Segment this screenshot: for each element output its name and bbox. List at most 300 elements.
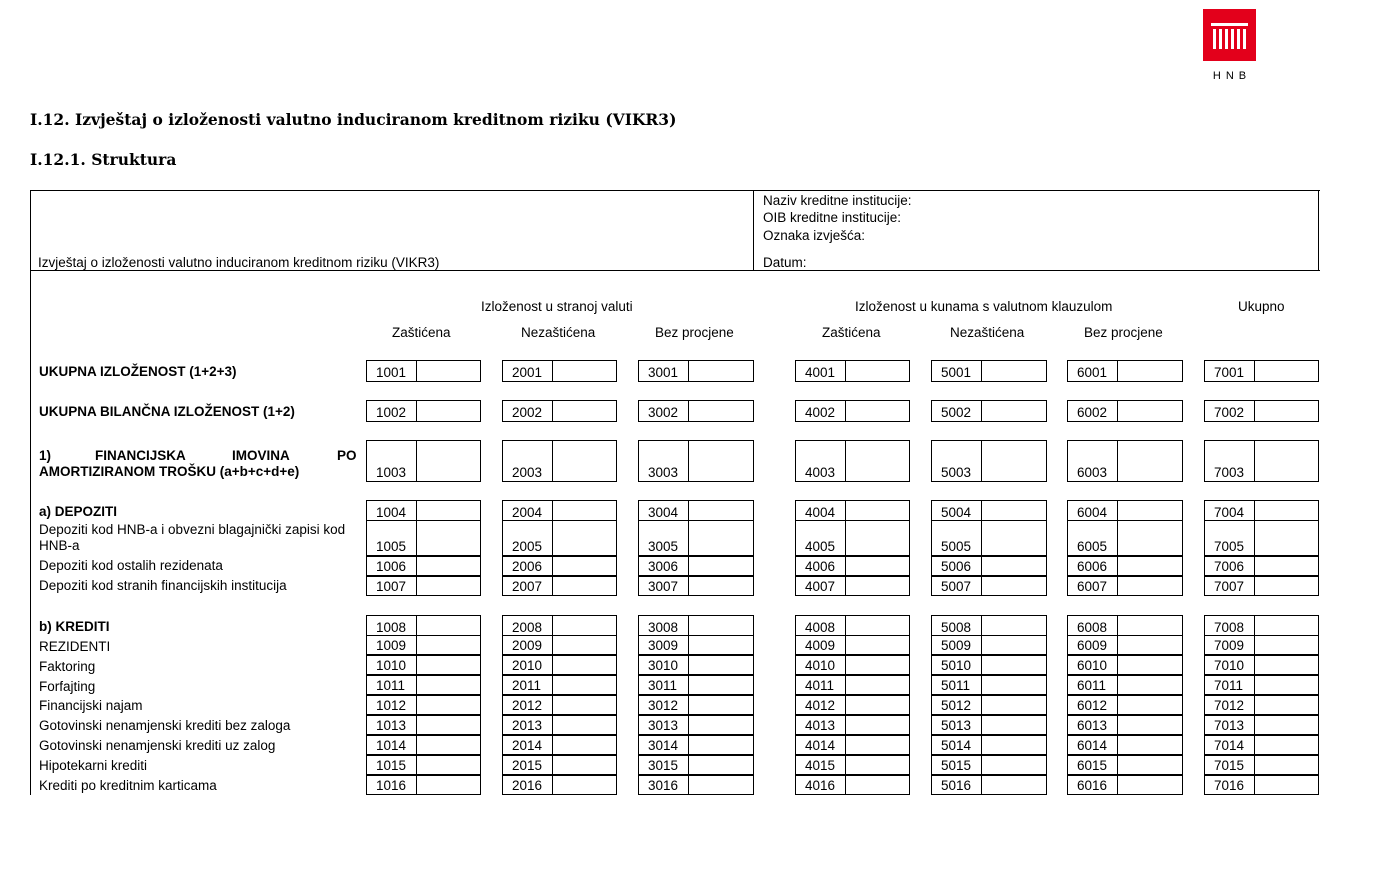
cell-divider xyxy=(1254,776,1255,794)
input-cell-2012[interactable] xyxy=(502,695,617,715)
cell-code: 7003 xyxy=(1214,465,1245,480)
cell-divider xyxy=(981,441,982,481)
cell-code: 4015 xyxy=(805,758,836,773)
input-cell-6007[interactable] xyxy=(1067,576,1183,596)
input-cell-7002[interactable] xyxy=(1204,400,1319,422)
input-cell-6001[interactable] xyxy=(1067,360,1183,382)
input-cell-5007[interactable] xyxy=(931,576,1047,596)
cell-code: 1006 xyxy=(376,559,407,574)
cell-divider xyxy=(1117,676,1118,694)
cell-divider xyxy=(981,776,982,794)
input-cell-5016[interactable] xyxy=(931,775,1047,795)
input-cell-1016[interactable] xyxy=(366,775,481,795)
input-cell-6015[interactable] xyxy=(1067,755,1183,775)
input-cell-4010[interactable] xyxy=(795,655,910,675)
cell-code: 1007 xyxy=(376,579,407,594)
input-cell-3016[interactable] xyxy=(638,775,754,795)
cell-code: 4002 xyxy=(805,405,836,420)
input-cell-3001[interactable] xyxy=(638,360,754,382)
input-cell-5004[interactable] xyxy=(931,500,1047,522)
cell-code: 1016 xyxy=(376,778,407,793)
cell-divider xyxy=(1117,636,1118,654)
cell-code: 1012 xyxy=(376,698,407,713)
cell-code: 5004 xyxy=(941,505,972,520)
cell-code: 7009 xyxy=(1214,638,1245,653)
input-cell-2004[interactable] xyxy=(502,500,617,522)
cell-divider xyxy=(981,401,982,421)
cell-divider xyxy=(1117,441,1118,481)
cell-code: 6011 xyxy=(1077,678,1107,693)
header-right-line xyxy=(1318,190,1319,271)
row-label: b) KREDITI xyxy=(39,619,110,634)
cell-code: 7006 xyxy=(1214,559,1245,574)
cell-code: 2010 xyxy=(512,658,543,673)
input-cell-2011[interactable] xyxy=(502,675,617,695)
cell-divider xyxy=(981,656,982,674)
cell-code: 2009 xyxy=(512,638,543,653)
input-cell-6003[interactable] xyxy=(1067,440,1183,482)
cell-code: 5005 xyxy=(941,539,972,554)
cell-code: 2011 xyxy=(512,678,542,693)
cell-code: 6005 xyxy=(1077,539,1108,554)
cell-divider xyxy=(981,521,982,555)
input-cell-7012[interactable] xyxy=(1204,695,1319,715)
cell-code: 3009 xyxy=(648,638,679,653)
cell-divider xyxy=(416,616,417,636)
cell-code: 6009 xyxy=(1077,638,1108,653)
cell-code: 7015 xyxy=(1214,758,1245,773)
input-cell-3011[interactable] xyxy=(638,675,754,695)
cell-code: 3012 xyxy=(648,698,679,713)
field-date: Datum: xyxy=(763,255,807,270)
row-label: Depoziti kod stranih financijskih institucija xyxy=(39,578,287,593)
cell-code: 5016 xyxy=(941,778,972,793)
input-cell-5015[interactable] xyxy=(931,755,1047,775)
input-cell-3005[interactable] xyxy=(638,520,754,556)
input-cell-3009[interactable] xyxy=(638,635,754,655)
input-cell-5009[interactable] xyxy=(931,635,1047,655)
input-cell-2010[interactable] xyxy=(502,655,617,675)
cell-divider xyxy=(552,577,553,595)
input-cell-1008[interactable] xyxy=(366,615,481,637)
cell-code: 7005 xyxy=(1214,539,1245,554)
input-cell-7007[interactable] xyxy=(1204,576,1319,596)
cell-code: 2008 xyxy=(512,620,543,635)
cell-divider xyxy=(1117,557,1118,575)
input-cell-7009[interactable] xyxy=(1204,635,1319,655)
cell-code: 4013 xyxy=(805,718,836,733)
cell-code: 1015 xyxy=(376,758,407,773)
row-label: IMOVINA xyxy=(232,448,290,463)
cell-divider xyxy=(845,676,846,694)
cell-code: 1004 xyxy=(376,505,407,520)
input-cell-7016[interactable] xyxy=(1204,775,1319,795)
cell-code: 2014 xyxy=(512,738,543,753)
cell-divider xyxy=(1254,736,1255,754)
cell-code: 6004 xyxy=(1077,505,1108,520)
cell-divider xyxy=(981,716,982,734)
cell-code: 4012 xyxy=(805,698,836,713)
cell-divider xyxy=(552,636,553,654)
cell-divider xyxy=(1254,656,1255,674)
input-cell-3013[interactable] xyxy=(638,715,754,735)
cell-divider xyxy=(845,736,846,754)
input-cell-3010[interactable] xyxy=(638,655,754,675)
row-label: Depoziti kod HNB-a i obvezni blagajnički zapisi kod xyxy=(39,522,346,537)
input-cell-4002[interactable] xyxy=(795,400,910,422)
input-cell-6004[interactable] xyxy=(1067,500,1183,522)
input-cell-4005[interactable] xyxy=(795,520,910,556)
cell-code: 2016 xyxy=(512,778,543,793)
input-cell-3015[interactable] xyxy=(638,755,754,775)
cell-code: 3002 xyxy=(648,405,679,420)
cell-divider xyxy=(552,401,553,421)
report-name: Izvještaj o izloženosti valutno induciranom kreditnom riziku (VIKR3) xyxy=(38,255,440,270)
cell-code: 7007 xyxy=(1214,579,1245,594)
input-cell-4012[interactable] xyxy=(795,695,910,715)
cell-divider xyxy=(1117,696,1118,714)
cell-code: 4007 xyxy=(805,579,836,594)
input-cell-5010[interactable] xyxy=(931,655,1047,675)
input-cell-7010[interactable] xyxy=(1204,655,1319,675)
cell-code: 1010 xyxy=(376,658,407,673)
input-cell-4014[interactable] xyxy=(795,735,910,755)
cell-divider xyxy=(1117,656,1118,674)
col-header-hedged: Zaštićena xyxy=(822,325,881,340)
row-label: 1) xyxy=(39,448,52,463)
cell-divider xyxy=(1254,676,1255,694)
input-cell-6006[interactable] xyxy=(1067,556,1183,576)
cell-code: 2001 xyxy=(512,365,543,380)
input-cell-2013[interactable] xyxy=(502,715,617,735)
input-cell-5012[interactable] xyxy=(931,695,1047,715)
cell-divider xyxy=(845,557,846,575)
cell-divider xyxy=(688,501,689,521)
cell-divider xyxy=(552,776,553,794)
cell-code: 4011 xyxy=(805,678,835,693)
cell-divider xyxy=(416,557,417,575)
input-cell-1014[interactable] xyxy=(366,735,481,755)
cell-code: 6003 xyxy=(1077,465,1108,480)
input-cell-2006[interactable] xyxy=(502,556,617,576)
input-cell-1007[interactable] xyxy=(366,576,481,596)
input-cell-6005[interactable] xyxy=(1067,520,1183,556)
input-cell-1009[interactable] xyxy=(366,635,481,655)
cell-code: 4014 xyxy=(805,738,836,753)
input-cell-7006[interactable] xyxy=(1204,556,1319,576)
cell-code: 1014 xyxy=(376,738,407,753)
input-cell-6008[interactable] xyxy=(1067,615,1183,637)
input-cell-4016[interactable] xyxy=(795,775,910,795)
cell-divider xyxy=(416,361,417,381)
cell-divider xyxy=(1254,756,1255,774)
input-cell-7001[interactable] xyxy=(1204,360,1319,382)
input-cell-7015[interactable] xyxy=(1204,755,1319,775)
cell-code: 7010 xyxy=(1214,658,1245,673)
group-kuna-clause: Izloženost u kunama s valutnom klauzulom xyxy=(855,299,1113,314)
cell-divider xyxy=(688,776,689,794)
cell-divider xyxy=(845,441,846,481)
cell-code: 4001 xyxy=(805,365,836,380)
input-cell-3012[interactable] xyxy=(638,695,754,715)
input-cell-4008[interactable] xyxy=(795,615,910,637)
cell-divider xyxy=(1254,501,1255,521)
cell-code: 6006 xyxy=(1077,559,1108,574)
cell-divider xyxy=(845,577,846,595)
cell-divider xyxy=(1254,577,1255,595)
cell-code: 4004 xyxy=(805,505,836,520)
input-cell-7004[interactable] xyxy=(1204,500,1319,522)
cell-code: 3014 xyxy=(648,738,679,753)
input-cell-2008[interactable] xyxy=(502,615,617,637)
cell-divider xyxy=(552,616,553,636)
cell-divider xyxy=(845,636,846,654)
input-cell-4004[interactable] xyxy=(795,500,910,522)
cell-code: 1002 xyxy=(376,405,407,420)
cell-divider xyxy=(552,696,553,714)
input-cell-3008[interactable] xyxy=(638,615,754,637)
cell-code: 5011 xyxy=(941,678,971,693)
input-cell-7003[interactable] xyxy=(1204,440,1319,482)
cell-code: 2002 xyxy=(512,405,543,420)
input-cell-2014[interactable] xyxy=(502,735,617,755)
input-cell-6002[interactable] xyxy=(1067,400,1183,422)
cell-code: 2015 xyxy=(512,758,543,773)
input-cell-1013[interactable] xyxy=(366,715,481,735)
row-label: UKUPNA IZLOŽENOST (1+2+3) xyxy=(39,364,237,379)
cell-divider xyxy=(981,557,982,575)
cell-code: 5010 xyxy=(941,658,972,673)
cell-divider xyxy=(845,756,846,774)
input-cell-4001[interactable] xyxy=(795,360,910,382)
cell-code: 2012 xyxy=(512,698,543,713)
cell-divider xyxy=(416,401,417,421)
input-cell-6010[interactable] xyxy=(1067,655,1183,675)
cell-divider xyxy=(1117,756,1118,774)
cell-divider xyxy=(1254,361,1255,381)
row-label: REZIDENTI xyxy=(39,639,111,654)
input-cell-1003[interactable] xyxy=(366,440,481,482)
page-subtitle: I.12.1. Struktura xyxy=(30,150,177,169)
cell-code: 3016 xyxy=(648,778,679,793)
cell-code: 6012 xyxy=(1077,698,1108,713)
row-label: PO xyxy=(337,448,357,463)
input-cell-1001[interactable] xyxy=(366,360,481,382)
cell-divider xyxy=(1254,401,1255,421)
row-label: Faktoring xyxy=(39,659,96,674)
cell-code: 5015 xyxy=(941,758,972,773)
cell-code: 6015 xyxy=(1077,758,1108,773)
cell-divider xyxy=(1117,361,1118,381)
cell-code: 3008 xyxy=(648,620,679,635)
cell-code: 4005 xyxy=(805,539,836,554)
cell-divider xyxy=(416,776,417,794)
cell-code: 3005 xyxy=(648,539,679,554)
cell-divider xyxy=(552,521,553,555)
cell-code: 7011 xyxy=(1214,678,1244,693)
row-label: Financijski najam xyxy=(39,698,143,713)
cell-divider xyxy=(981,736,982,754)
cell-divider xyxy=(416,521,417,555)
input-cell-1006[interactable] xyxy=(366,556,481,576)
cell-code: 2006 xyxy=(512,559,543,574)
cell-code: 7004 xyxy=(1214,505,1245,520)
cell-code: 6010 xyxy=(1077,658,1108,673)
cell-divider xyxy=(981,361,982,381)
input-cell-5011[interactable] xyxy=(931,675,1047,695)
cell-divider xyxy=(1254,521,1255,555)
cell-divider xyxy=(552,557,553,575)
cell-divider xyxy=(845,716,846,734)
row-label: AMORTIZIRANOM TROŠKU (a+b+c+d+e) xyxy=(39,464,300,479)
input-cell-4013[interactable] xyxy=(795,715,910,735)
cell-divider xyxy=(1117,577,1118,595)
input-cell-4006[interactable] xyxy=(795,556,910,576)
cell-divider xyxy=(416,441,417,481)
cell-divider xyxy=(845,776,846,794)
input-cell-5005[interactable] xyxy=(931,520,1047,556)
cell-code: 4008 xyxy=(805,620,836,635)
input-cell-2007[interactable] xyxy=(502,576,617,596)
input-cell-4015[interactable] xyxy=(795,755,910,775)
cell-divider xyxy=(688,756,689,774)
cell-divider xyxy=(688,696,689,714)
cell-divider xyxy=(416,736,417,754)
input-cell-2002[interactable] xyxy=(502,400,617,422)
input-cell-1002[interactable] xyxy=(366,400,481,422)
row-label: HNB-a xyxy=(39,538,80,553)
input-cell-1005[interactable] xyxy=(366,520,481,556)
cell-code: 2007 xyxy=(512,579,543,594)
input-cell-2015[interactable] xyxy=(502,755,617,775)
input-cell-3003[interactable] xyxy=(638,440,754,482)
input-cell-4011[interactable] xyxy=(795,675,910,695)
cell-divider xyxy=(845,656,846,674)
cell-divider xyxy=(416,501,417,521)
input-cell-4009[interactable] xyxy=(795,635,910,655)
cell-code: 7008 xyxy=(1214,620,1245,635)
row-label: Gotovinski nenamjenski krediti uz zalog xyxy=(39,738,276,753)
input-cell-1004[interactable] xyxy=(366,500,481,522)
input-cell-5008[interactable] xyxy=(931,615,1047,637)
cell-divider xyxy=(1117,776,1118,794)
input-cell-6016[interactable] xyxy=(1067,775,1183,795)
cell-divider xyxy=(416,756,417,774)
input-cell-6013[interactable] xyxy=(1067,715,1183,735)
cell-divider xyxy=(845,501,846,521)
cell-code: 4006 xyxy=(805,559,836,574)
cell-divider xyxy=(688,441,689,481)
cell-code: 1008 xyxy=(376,620,407,635)
input-cell-2009[interactable] xyxy=(502,635,617,655)
cell-divider xyxy=(1254,557,1255,575)
cell-divider xyxy=(1254,716,1255,734)
cell-divider xyxy=(1117,401,1118,421)
cell-code: 4009 xyxy=(805,638,836,653)
input-cell-6011[interactable] xyxy=(1067,675,1183,695)
cell-divider xyxy=(688,401,689,421)
cell-divider xyxy=(416,656,417,674)
input-cell-7013[interactable] xyxy=(1204,715,1319,735)
cell-code: 1011 xyxy=(376,678,406,693)
cell-code: 5013 xyxy=(941,718,972,733)
col-header-unhedged: Nezaštićena xyxy=(521,325,596,340)
cell-code: 5008 xyxy=(941,620,972,635)
input-cell-2005[interactable] xyxy=(502,520,617,556)
cell-code: 3010 xyxy=(648,658,679,673)
input-cell-2003[interactable] xyxy=(502,440,617,482)
input-cell-7014[interactable] xyxy=(1204,735,1319,755)
cell-code: 2013 xyxy=(512,718,543,733)
input-cell-3006[interactable] xyxy=(638,556,754,576)
cell-divider xyxy=(688,676,689,694)
input-cell-4003[interactable] xyxy=(795,440,910,482)
row-label: Krediti po kreditnim karticama xyxy=(39,778,217,793)
input-cell-7008[interactable] xyxy=(1204,615,1319,637)
input-cell-2001[interactable] xyxy=(502,360,617,382)
cell-code: 5003 xyxy=(941,465,972,480)
input-cell-6012[interactable] xyxy=(1067,695,1183,715)
input-cell-7005[interactable] xyxy=(1204,520,1319,556)
cell-divider xyxy=(1117,501,1118,521)
cell-divider xyxy=(552,441,553,481)
group-total: Ukupno xyxy=(1238,299,1285,314)
input-cell-6014[interactable] xyxy=(1067,735,1183,755)
cell-divider xyxy=(981,616,982,636)
cell-code: 5001 xyxy=(941,365,972,380)
cell-code: 6016 xyxy=(1077,778,1108,793)
input-cell-5014[interactable] xyxy=(931,735,1047,755)
input-cell-3004[interactable] xyxy=(638,500,754,522)
input-cell-3002[interactable] xyxy=(638,400,754,422)
input-cell-1010[interactable] xyxy=(366,655,481,675)
input-cell-2016[interactable] xyxy=(502,775,617,795)
input-cell-3007[interactable] xyxy=(638,576,754,596)
cell-divider xyxy=(552,656,553,674)
field-report-code: Oznaka izvješća: xyxy=(763,228,866,243)
header-divider-line xyxy=(753,190,754,271)
input-cell-5003[interactable] xyxy=(931,440,1047,482)
cell-code: 2005 xyxy=(512,539,543,554)
row-label: Hipotekarni krediti xyxy=(39,758,148,773)
cell-divider xyxy=(1117,716,1118,734)
input-cell-1011[interactable] xyxy=(366,675,481,695)
input-cell-5001[interactable] xyxy=(931,360,1047,382)
cell-divider xyxy=(845,521,846,555)
input-cell-1015[interactable] xyxy=(366,755,481,775)
input-cell-5006[interactable] xyxy=(931,556,1047,576)
cell-divider xyxy=(552,716,553,734)
input-cell-3014[interactable] xyxy=(638,735,754,755)
cell-divider xyxy=(981,676,982,694)
cell-code: 2004 xyxy=(512,505,543,520)
input-cell-1012[interactable] xyxy=(366,695,481,715)
input-cell-7011[interactable] xyxy=(1204,675,1319,695)
cell-code: 1009 xyxy=(376,638,407,653)
input-cell-5013[interactable] xyxy=(931,715,1047,735)
cell-divider xyxy=(981,696,982,714)
input-cell-6009[interactable] xyxy=(1067,635,1183,655)
cell-divider xyxy=(845,696,846,714)
cell-divider xyxy=(552,501,553,521)
frame-left-line xyxy=(30,190,31,795)
input-cell-5002[interactable] xyxy=(931,400,1047,422)
cell-code: 1003 xyxy=(376,465,407,480)
col-header-not-assessed: Bez procjene xyxy=(655,325,734,340)
cell-code: 7002 xyxy=(1214,405,1245,420)
input-cell-4007[interactable] xyxy=(795,576,910,596)
cell-code: 1013 xyxy=(376,718,407,733)
